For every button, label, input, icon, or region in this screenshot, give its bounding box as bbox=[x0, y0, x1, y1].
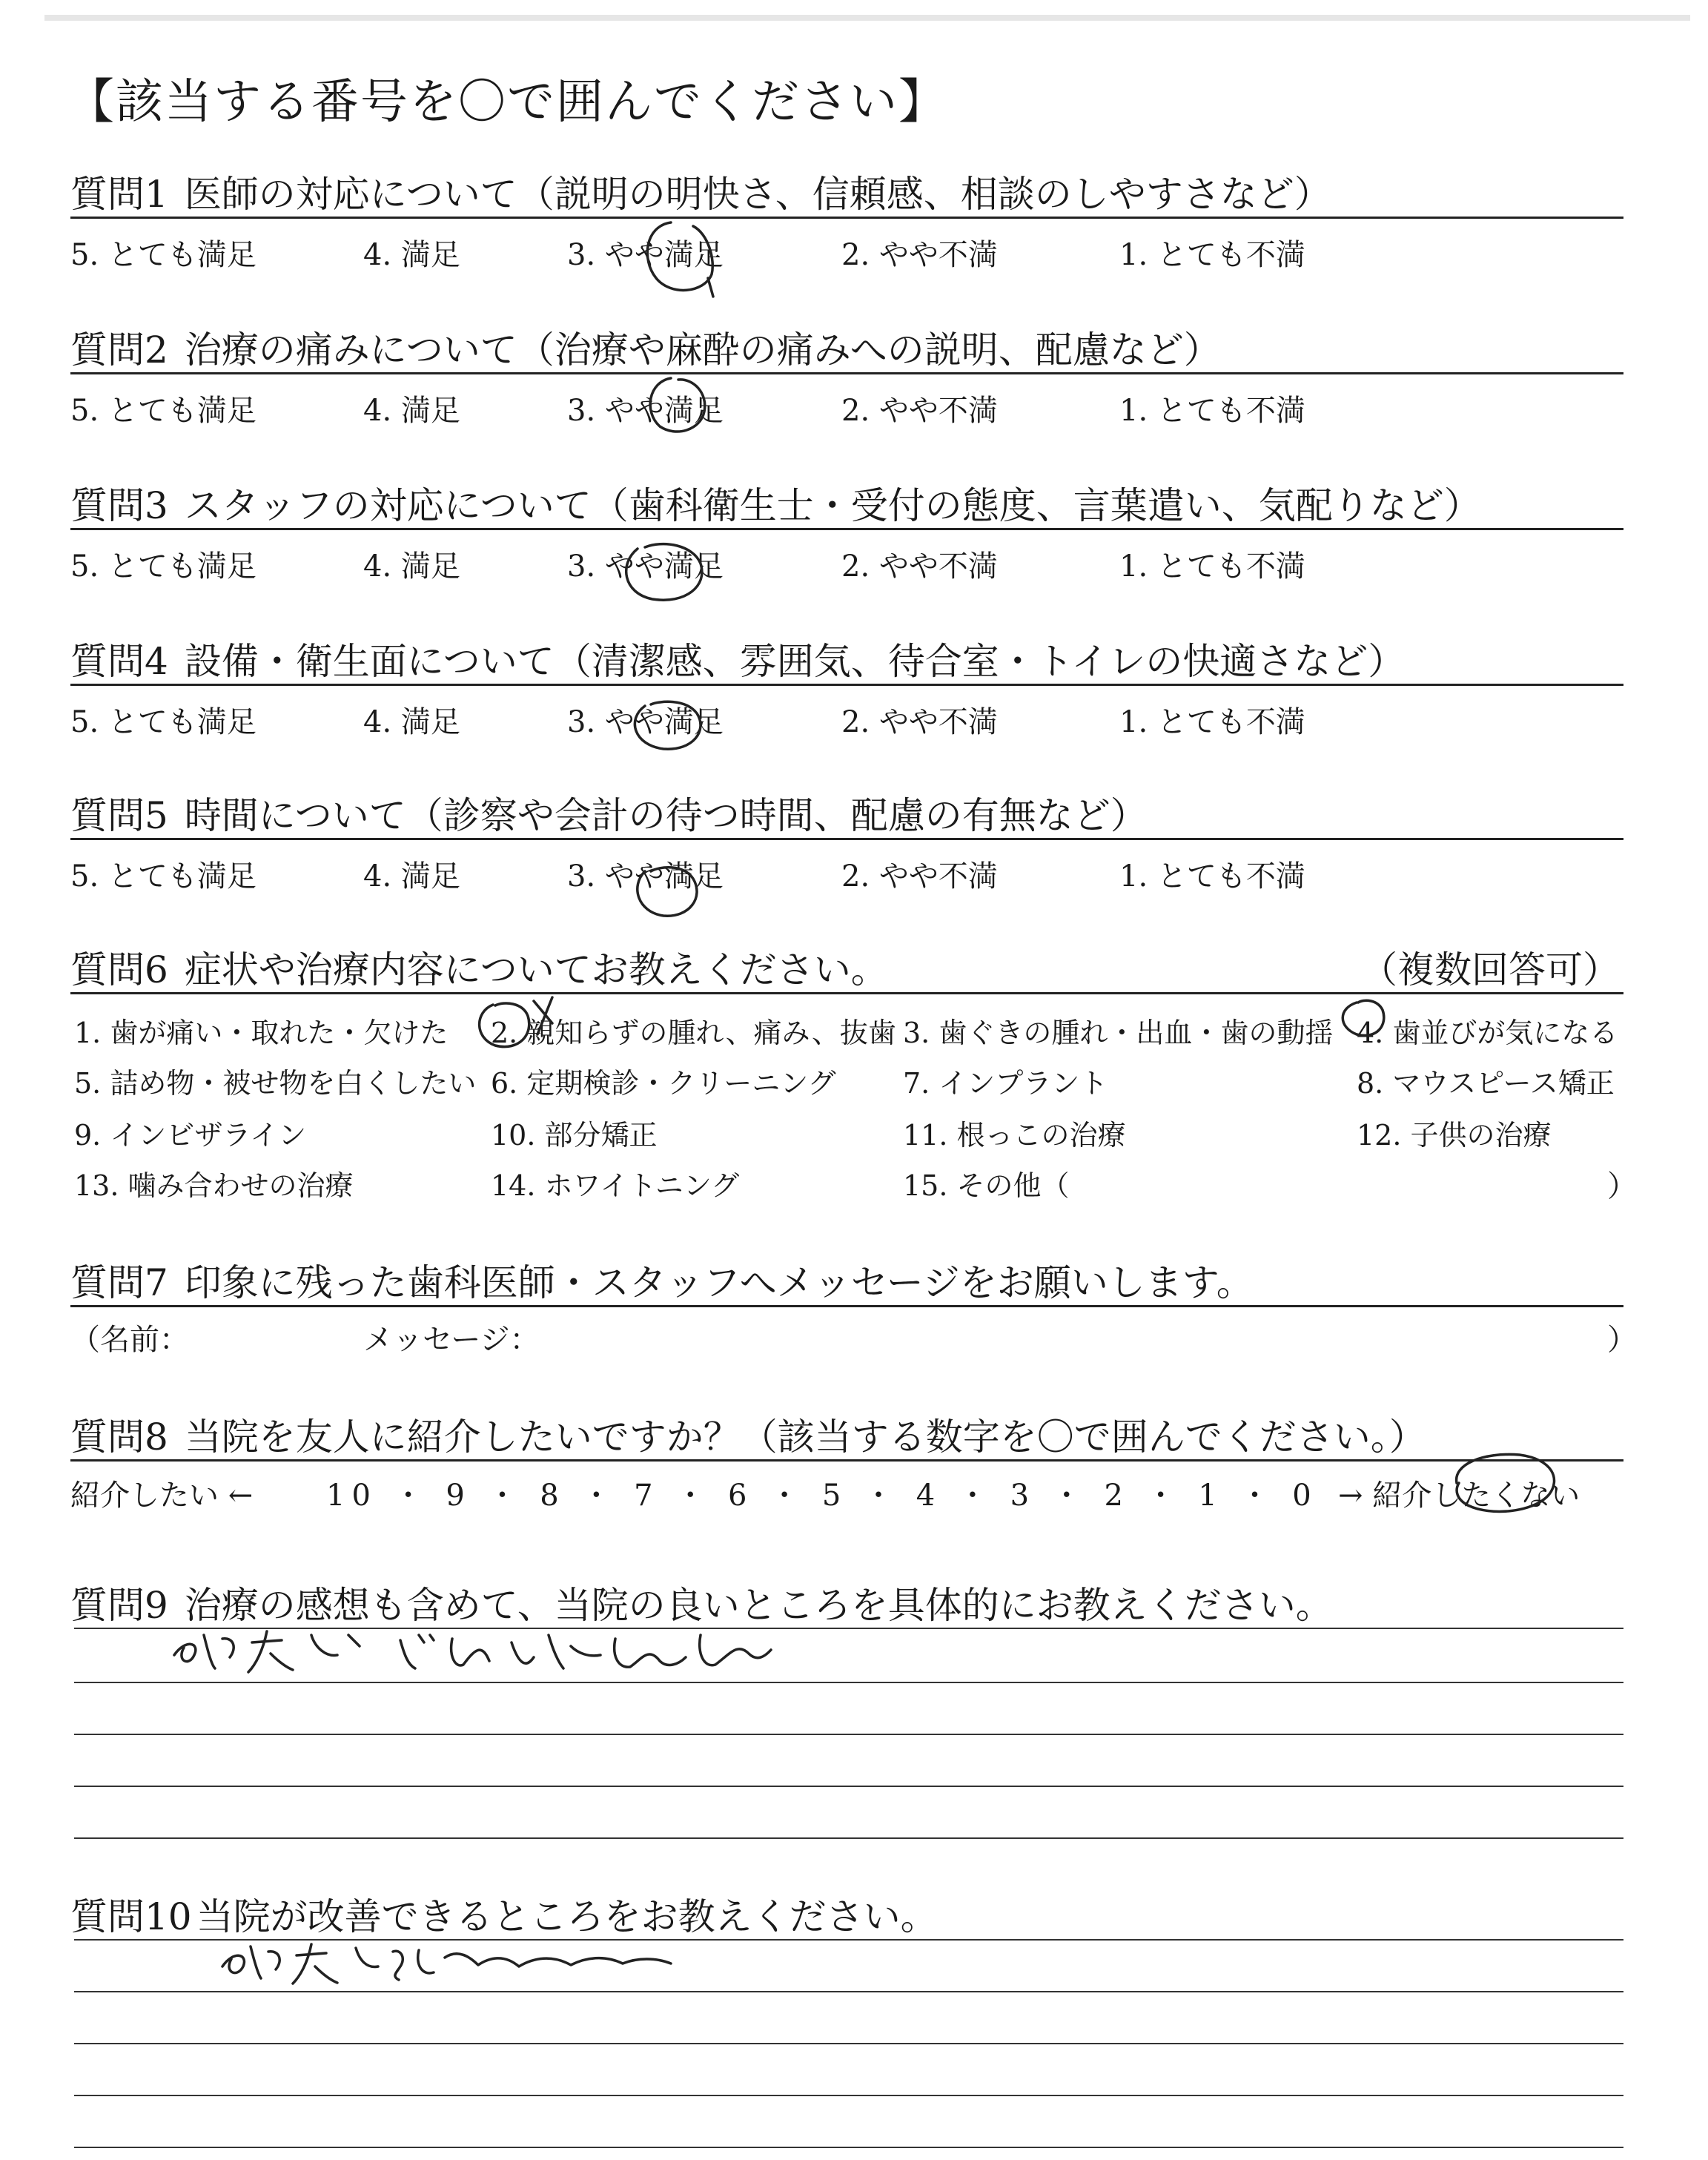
answer-line[interactable] bbox=[74, 1682, 1623, 1683]
q4-option-5[interactable]: 5. とても満足 bbox=[70, 705, 256, 739]
q6-option-12[interactable]: 12. 子供の治療 bbox=[1357, 1119, 1552, 1152]
divider bbox=[70, 684, 1623, 686]
question-number: 質問8 bbox=[70, 1416, 168, 1459]
scan-edge bbox=[44, 15, 1690, 21]
q3-option-1[interactable]: 1. とても不満 bbox=[1119, 549, 1305, 584]
divider bbox=[70, 838, 1623, 840]
answer-line[interactable] bbox=[74, 1837, 1623, 1839]
answer-line[interactable] bbox=[74, 1939, 1623, 1941]
question-1-heading bbox=[70, 165, 1331, 218]
question-5-heading bbox=[70, 786, 1148, 839]
question-number: 質問5 bbox=[70, 794, 168, 837]
page-title: 【該当する番号を〇で囲んでください】 bbox=[67, 75, 947, 130]
answer-line[interactable] bbox=[74, 2147, 1623, 2148]
q6-option-1[interactable]: 1. 歯が痛い・取れた・欠けた bbox=[74, 1017, 448, 1049]
q4-option-2[interactable]: 2. やや不満 bbox=[841, 705, 998, 739]
recommend-left-label: 紹介したい ← bbox=[70, 1479, 254, 1513]
question-number: 質問10 bbox=[70, 1895, 192, 1938]
question-number: 質問1 bbox=[70, 173, 168, 216]
q3-option-2[interactable]: 2. やや不満 bbox=[841, 549, 998, 584]
message-field-label[interactable]: メッセージ： bbox=[363, 1323, 540, 1357]
question-text: 時間について（診察や会計の待つ時間、配慮の有無など） bbox=[184, 794, 1148, 837]
question-2-heading bbox=[70, 320, 1221, 374]
question-number: 質問4 bbox=[70, 640, 168, 683]
divider bbox=[70, 528, 1623, 530]
q10-handwriting bbox=[222, 1944, 671, 1984]
question-text: 治療の感想も含めて、当院の良いところを具体的にお教えください。 bbox=[184, 1584, 1333, 1627]
answer-line[interactable] bbox=[74, 1734, 1623, 1735]
q2-option-2[interactable]: 2. やや不満 bbox=[841, 394, 998, 428]
q5-option-4[interactable]: 4. 満足 bbox=[363, 859, 460, 894]
divider bbox=[70, 992, 1623, 994]
question-number: 質問9 bbox=[70, 1584, 168, 1627]
multiple-answers-note: （複数回答可） bbox=[1360, 948, 1620, 991]
answer-line[interactable] bbox=[74, 2043, 1623, 2044]
name-field-label[interactable]: （名前： bbox=[70, 1323, 189, 1357]
q6-option-11[interactable]: 11. 根っこの治療 bbox=[903, 1119, 1126, 1152]
q2-option-3[interactable]: 3. やや満足 bbox=[567, 394, 724, 428]
q4-option-4[interactable]: 4. 満足 bbox=[363, 705, 460, 739]
divider bbox=[70, 372, 1623, 374]
answer-line[interactable] bbox=[74, 2095, 1623, 2096]
other-close-paren: ） bbox=[1607, 1169, 1637, 1203]
question-number: 質問3 bbox=[70, 484, 168, 527]
q5-option-5[interactable]: 5. とても満足 bbox=[70, 859, 256, 894]
q4-option-3[interactable]: 3. やや満足 bbox=[567, 705, 724, 739]
q3-option-4[interactable]: 4. 満足 bbox=[363, 549, 460, 584]
q6-option-9[interactable]: 9. インビザライン bbox=[74, 1119, 307, 1152]
q6-option-10[interactable]: 10. 部分矯正 bbox=[491, 1119, 658, 1152]
question-7-heading bbox=[70, 1253, 1254, 1307]
divider bbox=[70, 1305, 1623, 1307]
question-text: 設備・衛生面について（清潔感、雰囲気、待合室・トイレの快適さなど） bbox=[184, 640, 1406, 683]
q6-option-3[interactable]: 3. 歯ぐきの腫れ・出血・歯の動揺 bbox=[903, 1017, 1334, 1049]
q6-option-6[interactable]: 6. 定期検診・クリーニング bbox=[491, 1067, 836, 1100]
q1-option-3[interactable]: 3. やや満足 bbox=[567, 238, 724, 272]
q5-option-2[interactable]: 2. やや不満 bbox=[841, 859, 998, 894]
answer-line[interactable] bbox=[74, 1628, 1623, 1629]
message-close-paren: ） bbox=[1607, 1323, 1637, 1357]
question-number: 質問7 bbox=[70, 1261, 168, 1304]
q1-option-5[interactable]: 5. とても満足 bbox=[70, 238, 256, 272]
q5-option-3[interactable]: 3. やや満足 bbox=[567, 859, 724, 894]
q6-option-5[interactable]: 5. 詰め物・被せ物を白くしたい bbox=[74, 1067, 477, 1100]
question-8-heading bbox=[70, 1407, 1426, 1461]
question-4-heading bbox=[70, 632, 1405, 685]
question-text: 症状や治療内容についてお教えください。 bbox=[184, 948, 888, 991]
recommend-right-label[interactable]: → 紹介したくない bbox=[1338, 1479, 1580, 1513]
q2-option-1[interactable]: 1. とても不満 bbox=[1119, 394, 1305, 428]
q1-option-1[interactable]: 1. とても不満 bbox=[1119, 238, 1305, 272]
question-6-heading bbox=[70, 940, 888, 994]
q6-option-2[interactable]: 2. 親知らずの腫れ、痛み、抜歯 bbox=[491, 1017, 896, 1049]
q3-option-3[interactable]: 3. やや満足 bbox=[567, 549, 724, 584]
question-text: 当院が改善できるところをお教えください。 bbox=[196, 1895, 938, 1938]
recommend-scale[interactable]: 10 ・ 9 ・ 8 ・ 7 ・ 6 ・ 5 ・ 4 ・ 3 ・ 2 ・ 1 ・ 0 bbox=[326, 1479, 1318, 1513]
question-text: スタッフの対応について（歯科衛生士・受付の態度、言葉遣い、気配りなど） bbox=[184, 484, 1481, 527]
q6-option-14[interactable]: 14. ホワイトニング bbox=[491, 1169, 740, 1202]
divider bbox=[70, 217, 1623, 219]
question-number: 質問6 bbox=[70, 948, 168, 991]
question-10-heading bbox=[70, 1887, 938, 1941]
q5-option-1[interactable]: 1. とても不満 bbox=[1119, 859, 1305, 894]
q9-handwriting bbox=[174, 1631, 771, 1672]
question-9-heading bbox=[70, 1576, 1333, 1629]
question-text: 当院を友人に紹介したいですか？（該当する数字を〇で囲んでください。） bbox=[184, 1416, 1426, 1459]
question-text: 印象に残った歯科医師・スタッフへメッセージをお願いします。 bbox=[184, 1261, 1254, 1304]
question-text: 治療の痛みについて（治療や麻酔の痛みへの説明、配慮など） bbox=[184, 328, 1221, 371]
question-number: 質問2 bbox=[70, 328, 168, 371]
q3-option-5[interactable]: 5. とても満足 bbox=[70, 549, 256, 584]
q6-option-13[interactable]: 13. 噛み合わせの治療 bbox=[74, 1169, 354, 1202]
divider bbox=[70, 1459, 1623, 1462]
q1-option-2[interactable]: 2. やや不満 bbox=[841, 238, 998, 272]
q1-option-4[interactable]: 4. 満足 bbox=[363, 238, 460, 272]
q6-option-4[interactable]: 4. 歯並びが気になる bbox=[1357, 1017, 1618, 1049]
question-text: 医師の対応について（説明の明快さ、信頼感、相談のしやすさなど） bbox=[184, 173, 1331, 216]
answer-line[interactable] bbox=[74, 1786, 1623, 1787]
q2-option-5[interactable]: 5. とても満足 bbox=[70, 394, 256, 428]
q4-option-1[interactable]: 1. とても不満 bbox=[1119, 705, 1305, 739]
q6-option-8[interactable]: 8. マウスピース矯正 bbox=[1357, 1067, 1615, 1100]
q2-option-4[interactable]: 4. 満足 bbox=[363, 394, 460, 428]
q6-option-15[interactable]: 15. その他（ bbox=[903, 1169, 1070, 1202]
q6-option-7[interactable]: 7. インプラント bbox=[903, 1067, 1108, 1100]
answer-line[interactable] bbox=[74, 1991, 1623, 1992]
question-3-heading bbox=[70, 476, 1481, 529]
